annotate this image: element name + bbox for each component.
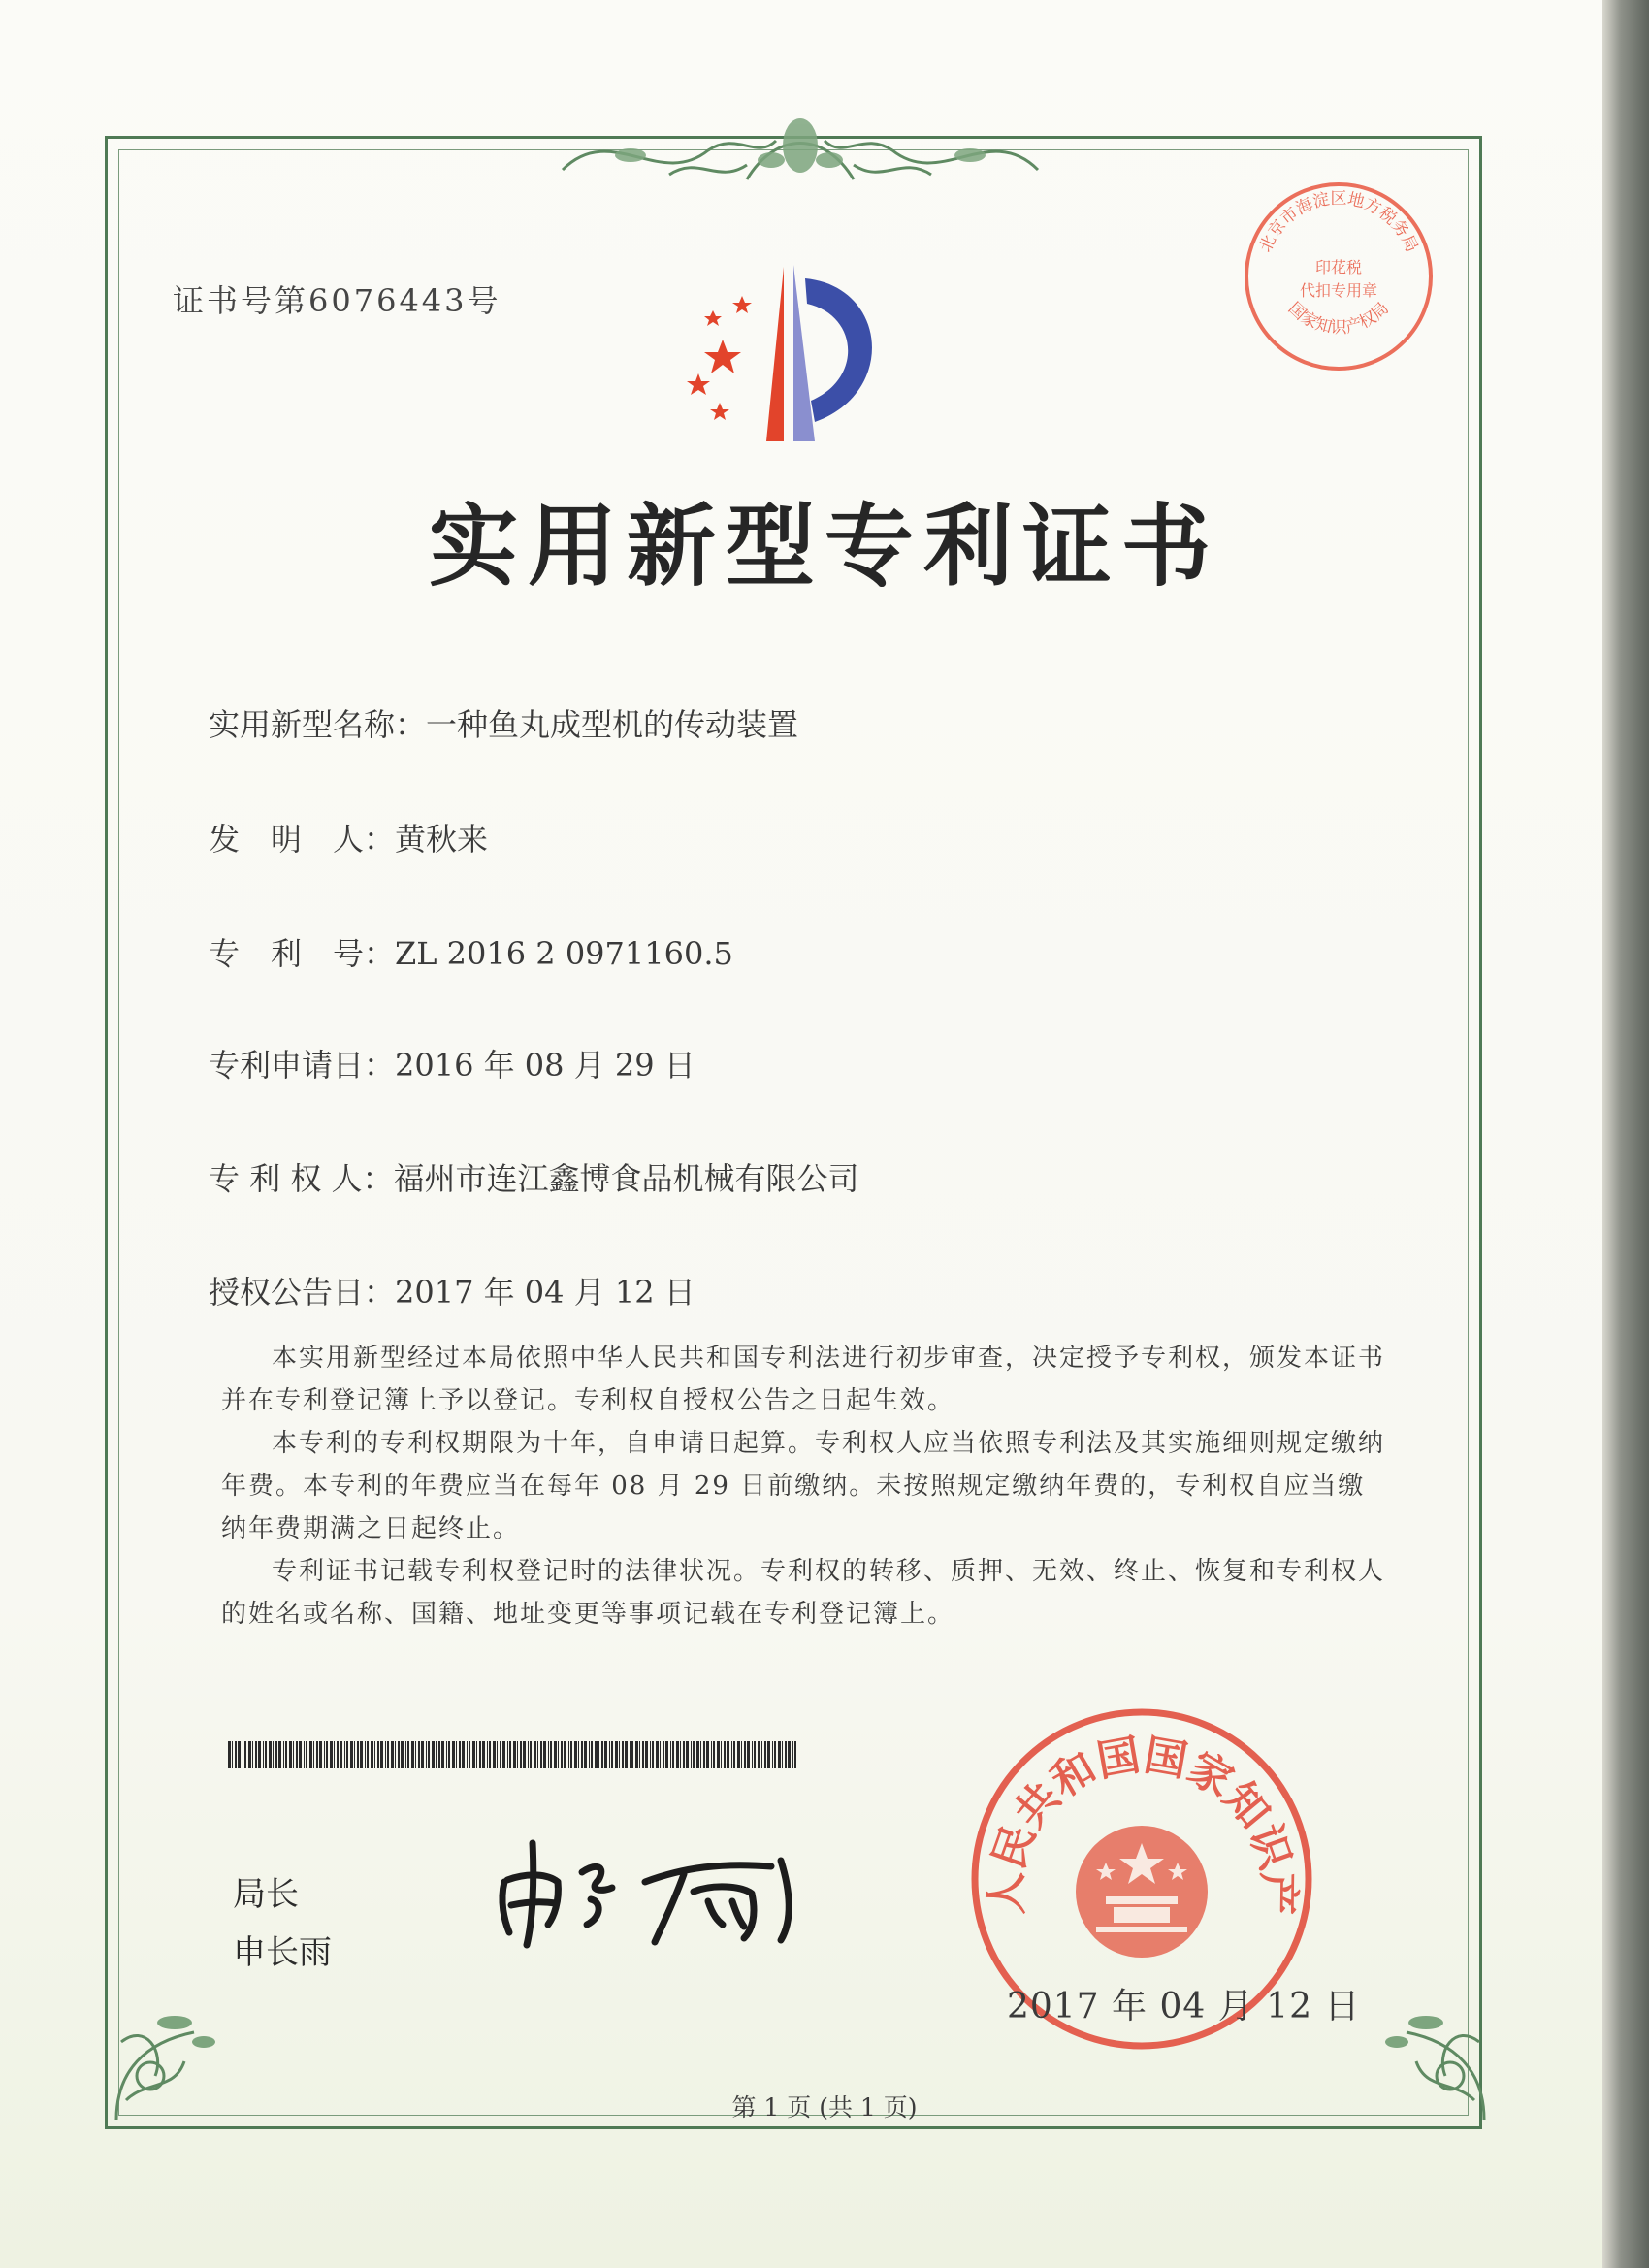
director-title: 局长: [233, 1875, 299, 1914]
body-paragraph-2: 本专利的专利权期限为十年，自申请日起算。专利权人应当依照专利法及其实施细则规定缴纳年费。本专利的年费应当在每年 08 月 29 日前缴纳。未按照规定缴纳年费的，专利权自应当缴纳年费期满之日起终止。: [221, 1429, 1386, 1543]
svg-text:北京市海淀区地方税务局: [1256, 189, 1421, 255]
field-label: 专 利 号：: [209, 935, 396, 972]
field-label: 专利申请日：: [209, 1047, 396, 1084]
field-value: ZL 2016 2 0971160.5: [395, 935, 733, 972]
certificate-body: [221, 1337, 1385, 1636]
certificate-title: 实用新型专利证书: [428, 494, 1220, 599]
field-value: 一种鱼丸成型机的传动装置: [426, 706, 799, 743]
barcode-icon: [228, 1741, 800, 1768]
field-grant-date: [209, 1268, 695, 1312]
body-paragraph-1: 本实用新型经过本局依照中华人民共和国专利法进行初步审查，决定授予专利权，颁发本证书并在专利登记簿上予以登记。专利权自授权公告之日起生效。: [221, 1344, 1386, 1415]
field-utility-name: [209, 700, 798, 745]
patent-office-emblem-icon: [669, 257, 922, 451]
field-label: 发 明 人：: [209, 821, 396, 858]
field-label: 专 利 权 人：: [209, 1160, 394, 1197]
tax-stamp-bottom: 国家知识产权局: [1283, 298, 1394, 339]
director-name: 申长雨: [233, 1933, 332, 1972]
tax-stamp: [1242, 179, 1436, 373]
tax-stamp-center-2: 代扣专用章: [1299, 281, 1378, 300]
field-value: 2017 年 04 月 12 日: [395, 1274, 695, 1311]
handwritten-signature: [490, 1824, 820, 1950]
field-application-date: [209, 1041, 695, 1085]
field-value: 2016 年 08 月 29 日: [395, 1047, 695, 1084]
field-value: 黄秋来: [395, 821, 489, 858]
page-number: 第 1 页 (共 1 页): [731, 2093, 918, 2122]
field-label: 实用新型名称：: [209, 706, 427, 743]
binding-spine: [1602, 0, 1649, 2268]
certificate-number: 证书号第6076443号: [173, 282, 501, 319]
tax-stamp-ring: 北京市海淀区地方税务局: [1255, 189, 1422, 256]
tax-stamp-center-1: 印花税: [1314, 258, 1363, 276]
field-value: 福州市连江鑫博食品机械有限公司: [393, 1160, 859, 1197]
top-ornament-icon: [553, 102, 1048, 199]
seal-text: 人民共和国国家知识产: [982, 1730, 1303, 1916]
body-paragraph-3: 专利证书记载专利权登记时的法律状况。专利权的转移、质押、无效、终止、恢复和专利权人的姓名或名称、国籍、地址变更等事项记载在专利登记簿上。: [221, 1557, 1386, 1629]
svg-text:国家知识产权局: [1284, 299, 1393, 338]
seal-date: 2017 年 04 月 12 日: [1007, 1987, 1361, 2026]
field-inventor: [209, 815, 488, 859]
field-patentee: [209, 1154, 859, 1199]
field-patent-number: [209, 929, 733, 974]
field-label: 授权公告日：: [209, 1274, 396, 1311]
